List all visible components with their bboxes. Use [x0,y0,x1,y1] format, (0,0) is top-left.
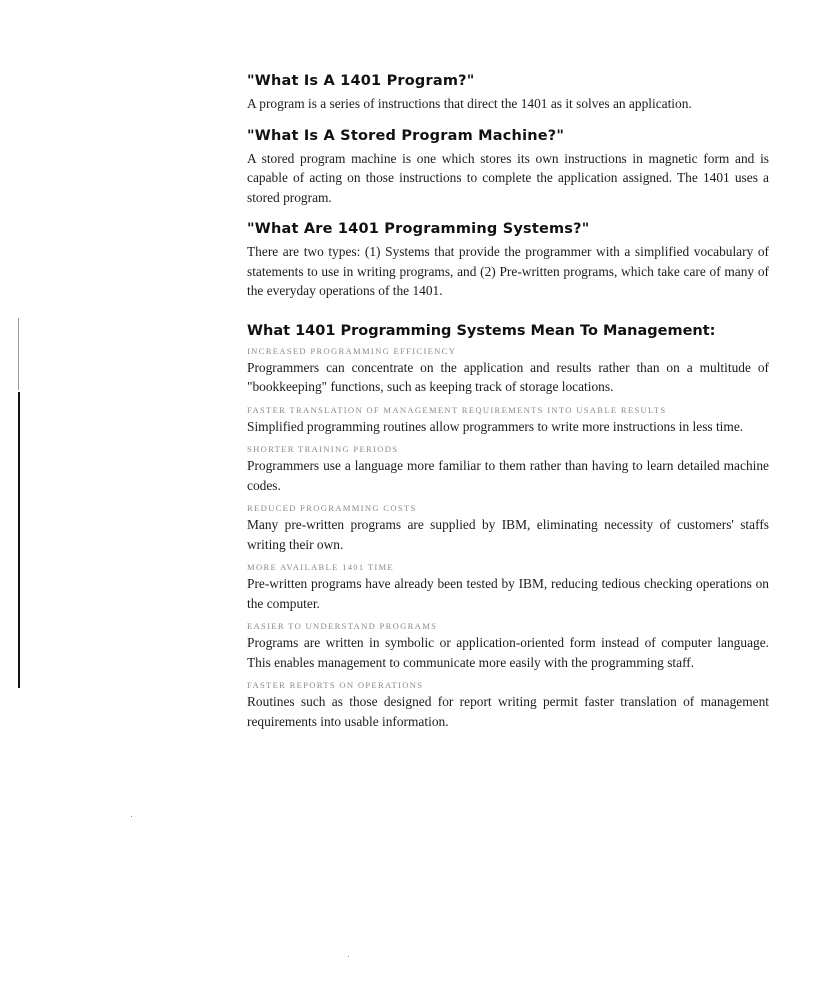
scan-margin-line-faint [18,318,19,390]
benefit-text: Routines such as those designed for report writing permit faster translation of management requirements into usable information. [247,694,769,729]
faq-item [247,127,769,208]
benefit-item [247,679,769,731]
benefit-label: FASTER TRANSLATION OF MANAGEMENT REQUIREMENTS INTO USABLE RESULTS [247,404,667,415]
faq-item [247,72,769,114]
faq-answer: There are two types: (1) Systems that provide the programmer with a simplified vocabulary of statements to use in writing programs, and (2) Pre-written programs, which take care of many of the everyday operations of the 1401. [247,244,769,298]
benefit-text: Programmers can concentrate on the application and results rather than on a multitude of "bookkeeping" functions, such as keeping track of storage locations. [247,359,769,394]
scan-margin-line [18,392,20,688]
benefit-text: Many pre-written programs are supplied by IBM, eliminating necessity of customers' staffs writing their own. [247,517,769,552]
faq-answer: A stored program machine is one which stores its own instructions in magnetic form and is capable of acting on those instructions to complete the application assigned. The 1401 uses a stored program. [247,150,769,205]
benefit-item [247,620,769,672]
benefit-label: REDUCED PROGRAMMING COSTS [247,503,417,513]
management-section-heading: What 1401 Programming Systems Mean To Management: [247,322,716,339]
benefit-label: MORE AVAILABLE 1401 TIME [247,562,394,572]
faq-answer: A program is a series of instructions that direct the 1401 as it solves an application. [247,96,692,111]
faq-question: "What Is A 1401 Program?" [247,73,475,89]
benefit-text: Programs are written in symbolic or application-oriented form instead of computer language. This enables management to communicate more easily with the programming staff. [247,635,769,670]
benefit-text: Simplified programming routines allow programmers to write more instructions in less time. [247,418,744,434]
benefit-label: FASTER REPORTS ON OPERATIONS [247,680,424,690]
benefit-text: Pre-written programs have already been tested by IBM, reducing tedious checking operations on the computer. [247,576,769,611]
benefit-label: SHORTER TRAINING PERIODS [247,444,399,454]
benefit-item [247,345,769,397]
benefit-item [247,404,769,437]
faq-question: "What Are 1401 Programming Systems?" [247,221,590,237]
benefit-item [247,561,769,613]
scan-speck [131,816,132,817]
document-page [247,72,769,738]
benefit-item [247,443,769,495]
scan-speck [348,956,349,957]
faq-item [247,220,769,301]
benefit-label: INCREASED PROGRAMMING EFFICIENCY [247,345,457,356]
benefit-label: EASIER TO UNDERSTAND PROGRAMS [247,621,438,631]
faq-question: "What Is A Stored Program Machine?" [247,127,565,144]
benefit-text: Programmers use a language more familiar to them rather than having to learn detailed machine codes. [247,458,769,493]
benefit-item [247,502,769,554]
